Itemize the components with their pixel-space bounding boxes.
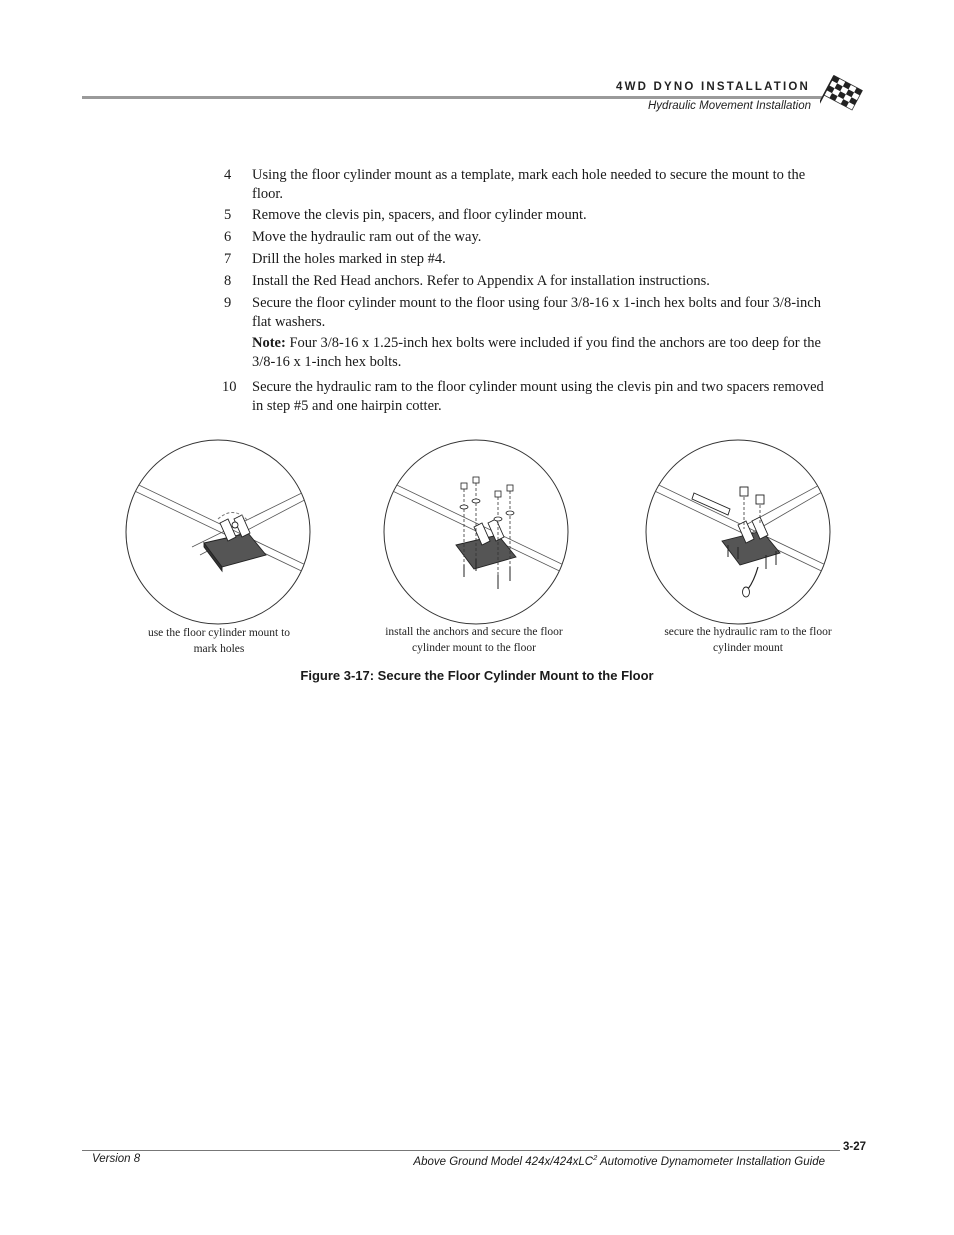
section-title: 4WD DYNO INSTALLATION <box>616 81 810 93</box>
footer-version: Version 8 <box>92 1153 141 1165</box>
step-text: Move the hydraulic ram out of the way. <box>252 229 482 245</box>
checkered-flag-icon <box>820 74 866 116</box>
figure-panel-secure-ram <box>642 437 834 627</box>
figure-panel-mark-holes <box>122 437 314 627</box>
step-text: Drill the holes marked in step #4. <box>252 251 446 267</box>
figure-panel-install-anchors <box>380 437 572 627</box>
page-number: 3-27 <box>843 1141 867 1153</box>
note-text: Four 3/8-16 x 1.25-inch hex bolts were included if you find the anchors are too deep for the 3/8-16 x 1-inch hex bolts. <box>252 335 821 370</box>
step-text: Secure the floor cylinder mount to the floor using four 3/8-16 x 1-inch hex bolts and four 3/8-inch flat washers. <box>252 295 821 330</box>
note-label: Note: <box>252 335 286 351</box>
step-text: Using the floor cylinder mount as a template, mark each hole needed to secure the mount to the floor. <box>252 167 806 202</box>
step-number: 8 <box>224 273 232 289</box>
step-number: 4 <box>224 167 232 183</box>
step-text: Install the Red Head anchors. Refer to Appendix A for installation instructions. <box>252 273 710 289</box>
step-9-note <box>252 334 824 371</box>
panel-caption-1: use the floor cylinder mount to mark holes <box>147 627 291 655</box>
step-text: Remove the clevis pin, spacers, and floor cylinder mount. <box>252 207 587 223</box>
panel-caption-2: install the anchors and secure the floor cylinder mount to the floor <box>385 626 563 654</box>
step-number: 10 <box>222 379 237 395</box>
panel-caption-3: secure the hydraulic ram to the floor cylinder mount <box>664 626 832 654</box>
step-number: 9 <box>224 295 232 311</box>
step-text: Secure the hydraulic ram to the floor cylinder mount using the clevis pin and two spacers removed in step #5 and one hairpin cotter. <box>252 379 824 414</box>
footer-guide-title: Above Ground Model 424x/424xLC$^2$ Automotive Dynamometer Installation Guide <box>413 1153 825 1168</box>
header-rule <box>82 96 822 99</box>
section-subtitle: Hydraulic Movement Installation <box>648 100 811 112</box>
step-number: 5 <box>224 207 232 223</box>
figure-caption: Figure 3-17: Secure the Floor Cylinder Mount to the Floor <box>300 668 654 683</box>
step-number: 6 <box>224 229 232 245</box>
step-number: 7 <box>224 251 232 267</box>
footer-rule <box>82 1150 840 1151</box>
